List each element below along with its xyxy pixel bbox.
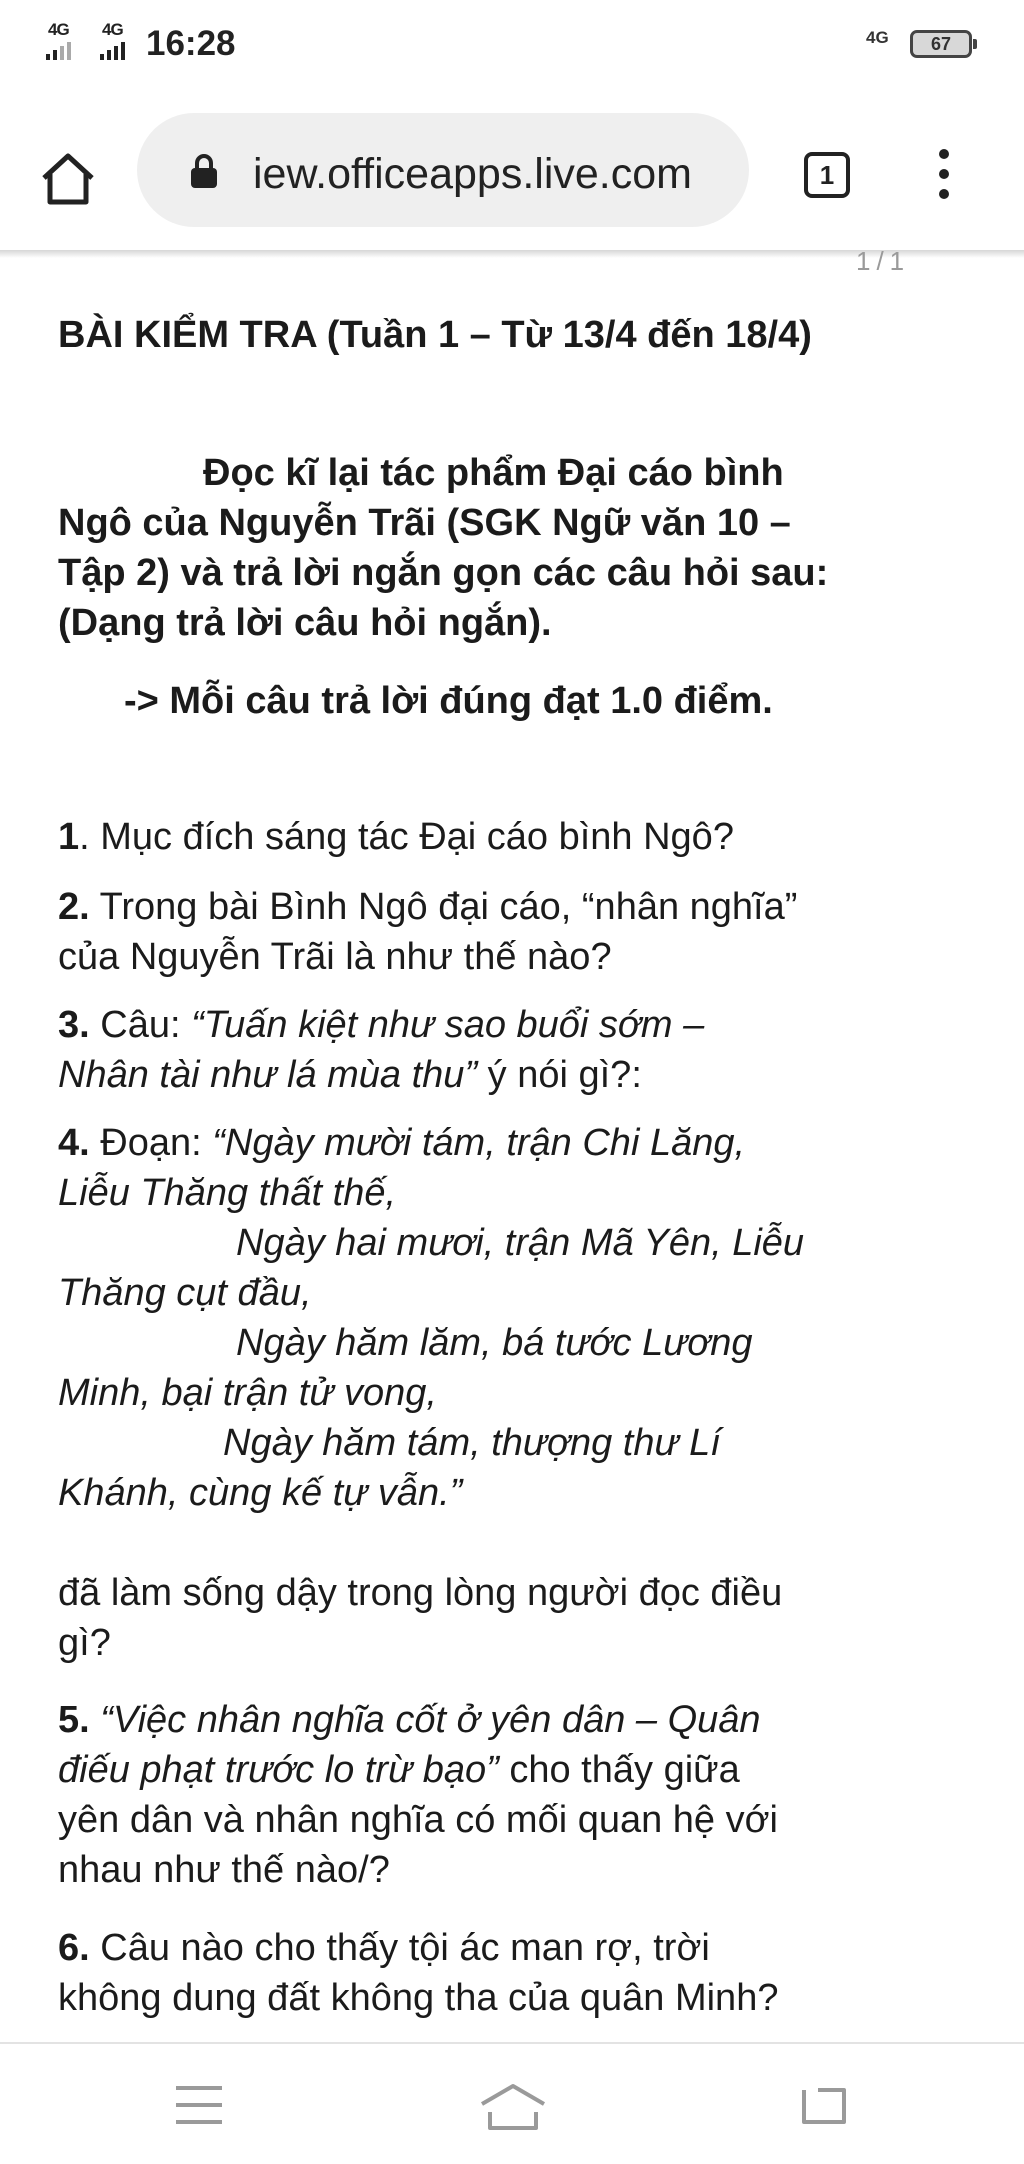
question-1 [58, 812, 988, 862]
signal-icon [100, 20, 134, 64]
question-2 [58, 882, 988, 982]
intro-line: Đọc kĩ lại tác phẩm Đại cáo bình [203, 452, 784, 494]
quoted-verse: Ngày hăm tám, thượng thư Lí [223, 1422, 721, 1464]
quoted-verse: “Ngày mười tám, trận Chi Lăng, [212, 1122, 746, 1164]
question-text: Câu nào cho thấy tội ác man rợ, trời [89, 1927, 710, 1969]
question-text: nhau như thế nào/? [58, 1849, 390, 1891]
quoted-verse: Liễu Thăng thất thế, [58, 1172, 397, 1214]
address-bar[interactable] [137, 113, 749, 227]
question-text: của Nguyễn Trãi là như thế nào? [58, 936, 612, 978]
more-options-icon[interactable] [930, 143, 958, 213]
question-6 [58, 1923, 988, 2023]
browser-toolbar [0, 95, 1024, 250]
question-text: gì? [58, 1622, 111, 1664]
question-text: Trong bài Bình Ngô đại cáo, “nhân nghĩa” [89, 886, 798, 928]
quoted-verse: Thăng cụt đầu, [58, 1272, 312, 1314]
status-bar [0, 0, 1024, 95]
lock-icon [189, 153, 219, 189]
intro-paragraph [58, 448, 988, 648]
back-icon[interactable] [798, 2082, 850, 2128]
home-button[interactable] [38, 150, 98, 210]
score-note: -> Mỗi câu trả lời đúng đạt 1.0 điểm. [124, 680, 773, 722]
page-indicator: 1/1 [856, 246, 911, 276]
question-text: yên dân và nhân nghĩa có mối quan hệ với [58, 1799, 778, 1841]
question-number: 5. [58, 1699, 90, 1741]
quoted-verse: Nhân tài như lá mùa thu” [58, 1054, 478, 1096]
document-title: BÀI KIỂM TRA (Tuần 1 – Từ 13/4 đến 18/4) [58, 314, 812, 356]
question-3 [58, 1000, 988, 1100]
home-icon [38, 150, 98, 210]
quoted-verse: Ngày hai mươi, trận Mã Yên, Liễu [236, 1222, 805, 1264]
system-navigation-bar [0, 2042, 1024, 2164]
url-text: iew.officeapps.live.com [253, 150, 692, 198]
question-text: Đoạn: [89, 1122, 213, 1164]
quoted-verse: “Việc nhân nghĩa cốt ở yên dân – Quân [89, 1699, 761, 1741]
intro-line: Tập 2) và trả lời ngắn gọn các câu hỏi sau: [58, 552, 829, 594]
question-number: 2. [58, 886, 90, 928]
status-time: 16:28 [146, 24, 236, 63]
menu-icon[interactable] [172, 2082, 226, 2128]
signal-icon [46, 20, 80, 64]
question-5 [58, 1695, 988, 1895]
network-indicator: 4G [866, 28, 889, 47]
quoted-verse: “Tuấn kiệt như sao buổi sớm – [191, 1004, 705, 1046]
question-text: . Mục đích sáng tác Đại cáo bình Ngô? [79, 816, 734, 858]
network-type-label: 4G [48, 20, 69, 39]
intro-line: Ngô của Nguyễn Trãi (SGK Ngữ văn 10 – [58, 502, 791, 544]
question-number: 6. [58, 1927, 90, 1969]
network-type-label: 4G [102, 20, 123, 39]
quoted-verse: điếu phạt trước lo trừ bạo” [58, 1749, 499, 1791]
question-text: đã làm sống dậy trong lòng người đọc điều [58, 1572, 783, 1614]
question-text: Câu: [89, 1004, 192, 1046]
question-text: không dung đất không tha của quân Minh? [58, 1977, 779, 2019]
quoted-verse: Ngày hăm lăm, bá tước Lương [236, 1322, 753, 1364]
question-4-tail [58, 1568, 988, 1668]
question-text: ý nói gì?: [477, 1054, 642, 1096]
question-number: 4. [58, 1122, 90, 1164]
home-nav-icon[interactable] [478, 2082, 548, 2132]
quoted-verse: Khánh, cùng kế tự vẫn.” [58, 1472, 463, 1514]
question-4 [58, 1118, 988, 1518]
question-number: 3. [58, 1004, 90, 1046]
intro-line: (Dạng trả lời câu hỏi ngắn). [58, 602, 552, 644]
tab-switcher-button[interactable]: 1 [804, 152, 850, 198]
battery-level: 67 [930, 34, 952, 54]
question-text: cho thấy giữa [498, 1749, 740, 1791]
battery-icon [910, 30, 972, 58]
question-number: 1 [58, 816, 80, 858]
quoted-verse: Minh, bại trận tử vong, [58, 1372, 437, 1414]
